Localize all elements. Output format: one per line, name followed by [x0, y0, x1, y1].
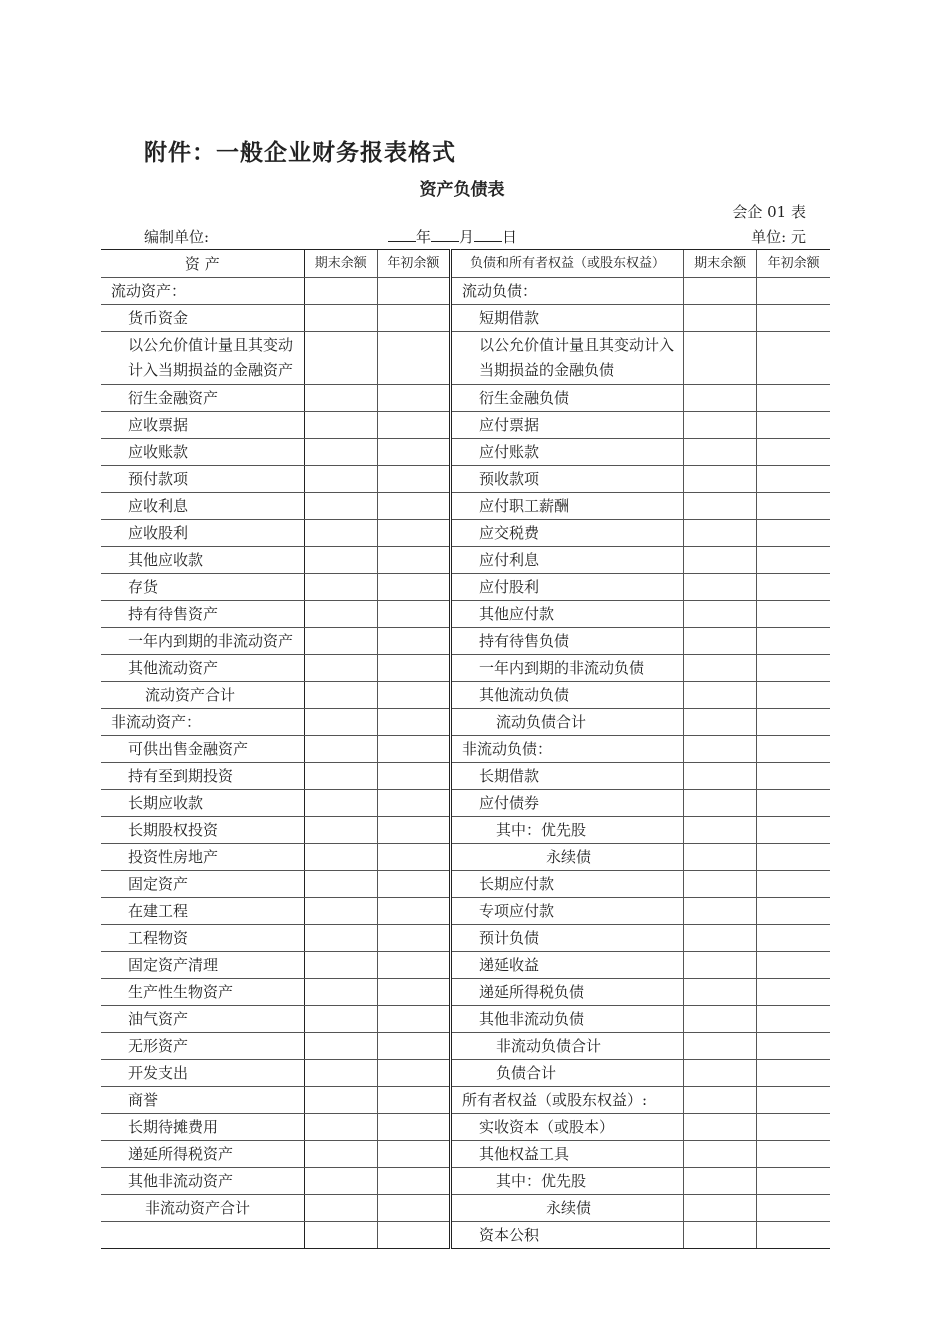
end-balance-cell[interactable] [304, 1060, 377, 1087]
table-row [101, 682, 830, 709]
liability-item-label: 递延收益 [451, 952, 684, 979]
end-balance-cell[interactable] [684, 1006, 757, 1033]
begin-balance-cell[interactable] [377, 332, 450, 385]
label-line: 以公允价值计量且其变动 [128, 336, 294, 354]
begin-balance-cell[interactable] [757, 628, 830, 655]
table-row [101, 979, 830, 1006]
end-balance-cell[interactable] [684, 1168, 757, 1195]
asset-item-label: 开发支出 [101, 1060, 304, 1087]
col-header-end-balance: 期末余额 [304, 250, 377, 278]
liability-item-label: 衍生金融负债 [451, 385, 684, 412]
end-balance-cell[interactable] [304, 682, 377, 709]
end-balance-cell[interactable] [684, 1087, 757, 1114]
begin-balance-cell[interactable] [377, 1060, 450, 1087]
table-row [101, 1222, 830, 1249]
table-row [101, 332, 830, 385]
table-row [101, 547, 830, 574]
asset-item-label: 存货 [101, 574, 304, 601]
report-meta [104, 226, 830, 246]
end-balance-cell[interactable] [304, 871, 377, 898]
col-header-liabilities: 负债和所有者权益（或股东权益） [451, 250, 684, 278]
begin-balance-cell[interactable] [377, 790, 450, 817]
begin-balance-cell[interactable] [757, 1114, 830, 1141]
liability-item-label: 长期应付款 [451, 871, 684, 898]
begin-balance-cell[interactable] [757, 763, 830, 790]
begin-balance-cell[interactable] [757, 278, 830, 305]
begin-balance-cell[interactable] [757, 1060, 830, 1087]
asset-item-label: 货币资金 [101, 305, 304, 332]
asset-item-label: 其他流动资产 [101, 655, 304, 682]
liability-item-label: 应付账款 [451, 439, 684, 466]
liability-item-label: 非流动负债： [451, 736, 684, 763]
asset-item-label: 非流动资产合计 [101, 1195, 304, 1222]
month-label: 月 [459, 228, 475, 246]
begin-balance-cell[interactable] [377, 1222, 450, 1249]
begin-balance-cell[interactable] [757, 736, 830, 763]
begin-balance-cell[interactable] [377, 547, 450, 574]
liability-item-label: 应付票据 [451, 412, 684, 439]
liability-item-label: 递延所得税负债 [451, 979, 684, 1006]
begin-balance-cell[interactable] [757, 305, 830, 332]
col-header-begin-balance: 年初余额 [377, 250, 450, 278]
day-label: 日 [502, 228, 518, 246]
month-blank[interactable] [431, 227, 459, 242]
table-row [101, 574, 830, 601]
begin-balance-cell[interactable] [377, 466, 450, 493]
begin-balance-cell[interactable] [757, 655, 830, 682]
table-row [101, 493, 830, 520]
end-balance-cell[interactable] [304, 790, 377, 817]
end-balance-cell[interactable] [684, 305, 757, 332]
liability-item-label: 其中：优先股 [451, 1168, 684, 1195]
end-balance-cell[interactable] [304, 736, 377, 763]
begin-balance-cell[interactable] [757, 412, 830, 439]
end-balance-cell[interactable] [684, 682, 757, 709]
begin-balance-cell[interactable] [377, 385, 450, 412]
table-row [101, 385, 830, 412]
liability-item-label: 应付股利 [451, 574, 684, 601]
asset-item-label: 流动资产合计 [101, 682, 304, 709]
end-balance-cell[interactable] [304, 574, 377, 601]
liability-item-label: 长期借款 [451, 763, 684, 790]
table-row [101, 952, 830, 979]
asset-item-label [101, 332, 304, 385]
end-balance-cell[interactable] [684, 790, 757, 817]
liability-item-label: 实收资本（或股本） [451, 1114, 684, 1141]
end-balance-cell[interactable] [304, 439, 377, 466]
table-row [101, 736, 830, 763]
asset-item-label: 衍生金融资产 [101, 385, 304, 412]
end-balance-cell[interactable] [304, 844, 377, 871]
end-balance-cell[interactable] [684, 844, 757, 871]
col-header-end-balance-2: 期末余额 [684, 250, 757, 278]
asset-item-label: 持有待售资产 [101, 601, 304, 628]
table-row [101, 628, 830, 655]
asset-item-label: 固定资产清理 [101, 952, 304, 979]
table-row [101, 466, 830, 493]
liability-item-label: 短期借款 [451, 305, 684, 332]
end-balance-cell[interactable] [684, 1060, 757, 1087]
end-balance-cell[interactable] [304, 817, 377, 844]
begin-balance-cell[interactable] [757, 682, 830, 709]
asset-item-label: 预付款项 [101, 466, 304, 493]
begin-balance-cell[interactable] [377, 628, 450, 655]
liability-item-label: 应交税费 [451, 520, 684, 547]
begin-balance-cell[interactable] [757, 547, 830, 574]
liability-item-label: 永续债 [451, 844, 684, 871]
begin-balance-cell[interactable] [757, 844, 830, 871]
end-balance-cell[interactable] [684, 601, 757, 628]
begin-balance-cell[interactable] [757, 1195, 830, 1222]
liability-item-label: 应付利息 [451, 547, 684, 574]
end-balance-cell[interactable] [684, 1141, 757, 1168]
liability-item-label: 持有待售负债 [451, 628, 684, 655]
liability-item-label: 应付债券 [451, 790, 684, 817]
begin-balance-cell[interactable] [377, 412, 450, 439]
year-blank[interactable] [388, 227, 416, 242]
end-balance-cell[interactable] [304, 1168, 377, 1195]
asset-item-label: 油气资产 [101, 1006, 304, 1033]
table-row [101, 1141, 830, 1168]
asset-item-label: 递延所得税资产 [101, 1141, 304, 1168]
begin-balance-cell[interactable] [377, 871, 450, 898]
end-balance-cell[interactable] [684, 1114, 757, 1141]
table-row [101, 520, 830, 547]
table-row [101, 601, 830, 628]
asset-item-label: 生产性生物资产 [101, 979, 304, 1006]
end-balance-cell[interactable] [304, 520, 377, 547]
end-balance-cell[interactable] [684, 332, 757, 385]
end-balance-cell[interactable] [684, 628, 757, 655]
end-balance-cell[interactable] [684, 817, 757, 844]
end-balance-cell[interactable] [304, 979, 377, 1006]
begin-balance-cell[interactable] [757, 332, 830, 385]
liability-item-label: 预收款项 [451, 466, 684, 493]
balance-sheet-table [101, 249, 830, 1249]
end-balance-cell[interactable] [684, 547, 757, 574]
begin-balance-cell[interactable] [377, 817, 450, 844]
end-balance-cell[interactable] [304, 655, 377, 682]
label-line: 以公允价值计量且其变动计入 [479, 336, 675, 354]
end-balance-cell[interactable] [304, 1195, 377, 1222]
end-balance-cell[interactable] [684, 412, 757, 439]
table-row [101, 871, 830, 898]
end-balance-cell[interactable] [304, 385, 377, 412]
end-balance-cell[interactable] [304, 547, 377, 574]
begin-balance-cell[interactable] [377, 1006, 450, 1033]
asset-item-label: 应收利息 [101, 493, 304, 520]
begin-balance-cell[interactable] [757, 1168, 830, 1195]
begin-balance-cell[interactable] [757, 1087, 830, 1114]
label-line: 计入当期损益的金融资产 [128, 361, 294, 379]
asset-item-label: 可供出售金融资产 [101, 736, 304, 763]
begin-balance-cell[interactable] [377, 1114, 450, 1141]
asset-item-label: 投资性房地产 [101, 844, 304, 871]
begin-balance-cell[interactable] [377, 1168, 450, 1195]
table-title: 资产负债表 [419, 180, 505, 200]
begin-balance-cell[interactable] [377, 736, 450, 763]
col-header-assets: 资 产 [101, 250, 304, 278]
table-row [101, 1087, 830, 1114]
begin-balance-cell[interactable] [757, 871, 830, 898]
end-balance-cell[interactable] [684, 736, 757, 763]
begin-balance-cell[interactable] [757, 898, 830, 925]
end-balance-cell[interactable] [304, 952, 377, 979]
begin-balance-cell[interactable] [757, 1006, 830, 1033]
table-row [101, 763, 830, 790]
end-balance-cell[interactable] [304, 1006, 377, 1033]
asset-item-label: 应收账款 [101, 439, 304, 466]
prepared-by-label: 编制单位: [144, 228, 210, 246]
end-balance-cell[interactable] [684, 979, 757, 1006]
table-row [101, 305, 830, 332]
begin-balance-cell[interactable] [757, 790, 830, 817]
asset-item-label: 在建工程 [101, 898, 304, 925]
end-balance-cell[interactable] [304, 305, 377, 332]
asset-item-label: 其他应收款 [101, 547, 304, 574]
liability-item-label: 所有者权益（或股东权益）: [451, 1087, 684, 1114]
liability-item-label: 其他应付款 [451, 601, 684, 628]
report-date [388, 226, 517, 247]
begin-balance-cell[interactable] [377, 1033, 450, 1060]
day-blank[interactable] [474, 227, 502, 242]
table-row [101, 1114, 830, 1141]
liability-item-label: 流动负债： [451, 278, 684, 305]
begin-balance-cell[interactable] [377, 655, 450, 682]
begin-balance-cell[interactable] [757, 385, 830, 412]
begin-balance-cell[interactable] [757, 925, 830, 952]
end-balance-cell[interactable] [684, 520, 757, 547]
begin-balance-cell[interactable] [757, 493, 830, 520]
asset-item-label: 无形资产 [101, 1033, 304, 1060]
liability-item-label: 其中：优先股 [451, 817, 684, 844]
liability-item-label: 流动负债合计 [451, 709, 684, 736]
end-balance-cell[interactable] [304, 763, 377, 790]
year-label: 年 [416, 228, 432, 246]
begin-balance-cell[interactable] [377, 439, 450, 466]
begin-balance-cell[interactable] [377, 763, 450, 790]
end-balance-cell[interactable] [684, 709, 757, 736]
asset-item-label: 一年内到期的非流动资产 [101, 628, 304, 655]
end-balance-cell[interactable] [684, 1033, 757, 1060]
begin-balance-cell[interactable] [377, 493, 450, 520]
begin-balance-cell[interactable] [377, 520, 450, 547]
begin-balance-cell[interactable] [377, 1087, 450, 1114]
begin-balance-cell[interactable] [377, 844, 450, 871]
table-row [101, 655, 830, 682]
begin-balance-cell[interactable] [757, 1033, 830, 1060]
begin-balance-cell[interactable] [377, 979, 450, 1006]
asset-item-label: 持有至到期投资 [101, 763, 304, 790]
table-row [101, 790, 830, 817]
asset-item-label: 非流动资产： [101, 709, 304, 736]
liability-item-label: 非流动负债合计 [451, 1033, 684, 1060]
begin-balance-cell[interactable] [377, 925, 450, 952]
end-balance-cell[interactable] [684, 655, 757, 682]
begin-balance-cell[interactable] [757, 439, 830, 466]
header-row [101, 250, 830, 278]
table-row [101, 1033, 830, 1060]
end-balance-cell[interactable] [684, 466, 757, 493]
form-code: 会企 01 表 [732, 203, 806, 221]
liability-item-label: 专项应付款 [451, 898, 684, 925]
liability-item-label: 其他非流动负债 [451, 1006, 684, 1033]
col-header-begin-balance-2: 年初余额 [757, 250, 830, 278]
begin-balance-cell[interactable] [377, 574, 450, 601]
table-row [101, 1195, 830, 1222]
page-heading: 附件：一般企业财务报表格式 [144, 140, 456, 166]
end-balance-cell[interactable] [304, 628, 377, 655]
end-balance-cell[interactable] [304, 278, 377, 305]
table-row [101, 1006, 830, 1033]
begin-balance-cell[interactable] [377, 278, 450, 305]
begin-balance-cell[interactable] [377, 1195, 450, 1222]
begin-balance-cell[interactable] [757, 1222, 830, 1249]
end-balance-cell[interactable] [684, 278, 757, 305]
begin-balance-cell[interactable] [377, 709, 450, 736]
end-balance-cell[interactable] [684, 925, 757, 952]
begin-balance-cell[interactable] [377, 601, 450, 628]
end-balance-cell[interactable] [304, 925, 377, 952]
table-row [101, 1168, 830, 1195]
begin-balance-cell[interactable] [757, 520, 830, 547]
asset-item-label: 固定资产 [101, 871, 304, 898]
end-balance-cell[interactable] [304, 332, 377, 385]
end-balance-cell[interactable] [304, 601, 377, 628]
end-balance-cell[interactable] [684, 763, 757, 790]
begin-balance-cell[interactable] [377, 898, 450, 925]
asset-item-label: 长期应收款 [101, 790, 304, 817]
begin-balance-cell[interactable] [377, 682, 450, 709]
end-balance-cell[interactable] [304, 1141, 377, 1168]
end-balance-cell[interactable] [304, 493, 377, 520]
end-balance-cell[interactable] [684, 439, 757, 466]
liability-item-label: 其他权益工具 [451, 1141, 684, 1168]
end-balance-cell[interactable] [684, 385, 757, 412]
end-balance-cell[interactable] [684, 493, 757, 520]
begin-balance-cell[interactable] [377, 1141, 450, 1168]
liability-item-label [451, 332, 684, 385]
liability-item-label: 预计负债 [451, 925, 684, 952]
end-balance-cell[interactable] [304, 709, 377, 736]
end-balance-cell[interactable] [684, 871, 757, 898]
table-row [101, 844, 830, 871]
end-balance-cell[interactable] [304, 412, 377, 439]
table-row [101, 709, 830, 736]
asset-item-label: 其他非流动资产 [101, 1168, 304, 1195]
end-balance-cell[interactable] [684, 1222, 757, 1249]
asset-item-label: 长期股权投资 [101, 817, 304, 844]
end-balance-cell[interactable] [684, 1195, 757, 1222]
begin-balance-cell[interactable] [757, 1141, 830, 1168]
table-row [101, 925, 830, 952]
asset-item-label: 应收股利 [101, 520, 304, 547]
end-balance-cell[interactable] [684, 574, 757, 601]
asset-item-label: 应收票据 [101, 412, 304, 439]
begin-balance-cell[interactable] [757, 601, 830, 628]
begin-balance-cell[interactable] [757, 952, 830, 979]
currency-label: 单位: 元 [751, 228, 806, 246]
table-row [101, 278, 830, 305]
end-balance-cell[interactable] [304, 1114, 377, 1141]
label-line: 当期损益的金融负债 [479, 361, 615, 379]
begin-balance-cell[interactable] [377, 305, 450, 332]
begin-balance-cell[interactable] [757, 979, 830, 1006]
liability-item-label: 资本公积 [451, 1222, 684, 1249]
table-row [101, 439, 830, 466]
liability-item-label: 一年内到期的非流动负债 [451, 655, 684, 682]
table-row [101, 412, 830, 439]
table-row [101, 817, 830, 844]
begin-balance-cell[interactable] [757, 817, 830, 844]
end-balance-cell[interactable] [304, 466, 377, 493]
begin-balance-cell[interactable] [757, 466, 830, 493]
begin-balance-cell[interactable] [757, 709, 830, 736]
table-row [101, 898, 830, 925]
table-row [101, 1060, 830, 1087]
end-balance-cell[interactable] [304, 898, 377, 925]
asset-item-label [101, 1222, 304, 1249]
begin-balance-cell[interactable] [757, 574, 830, 601]
begin-balance-cell[interactable] [377, 952, 450, 979]
liability-item-label: 应付职工薪酬 [451, 493, 684, 520]
liability-item-label: 负债合计 [451, 1060, 684, 1087]
end-balance-cell[interactable] [304, 1033, 377, 1060]
end-balance-cell[interactable] [684, 952, 757, 979]
asset-item-label: 流动资产： [101, 278, 304, 305]
end-balance-cell[interactable] [684, 898, 757, 925]
asset-item-label: 工程物资 [101, 925, 304, 952]
liability-item-label: 其他流动负债 [451, 682, 684, 709]
end-balance-cell[interactable] [304, 1087, 377, 1114]
liability-item-label: 永续债 [451, 1195, 684, 1222]
asset-item-label: 长期待摊费用 [101, 1114, 304, 1141]
end-balance-cell[interactable] [304, 1222, 377, 1249]
asset-item-label: 商誉 [101, 1087, 304, 1114]
